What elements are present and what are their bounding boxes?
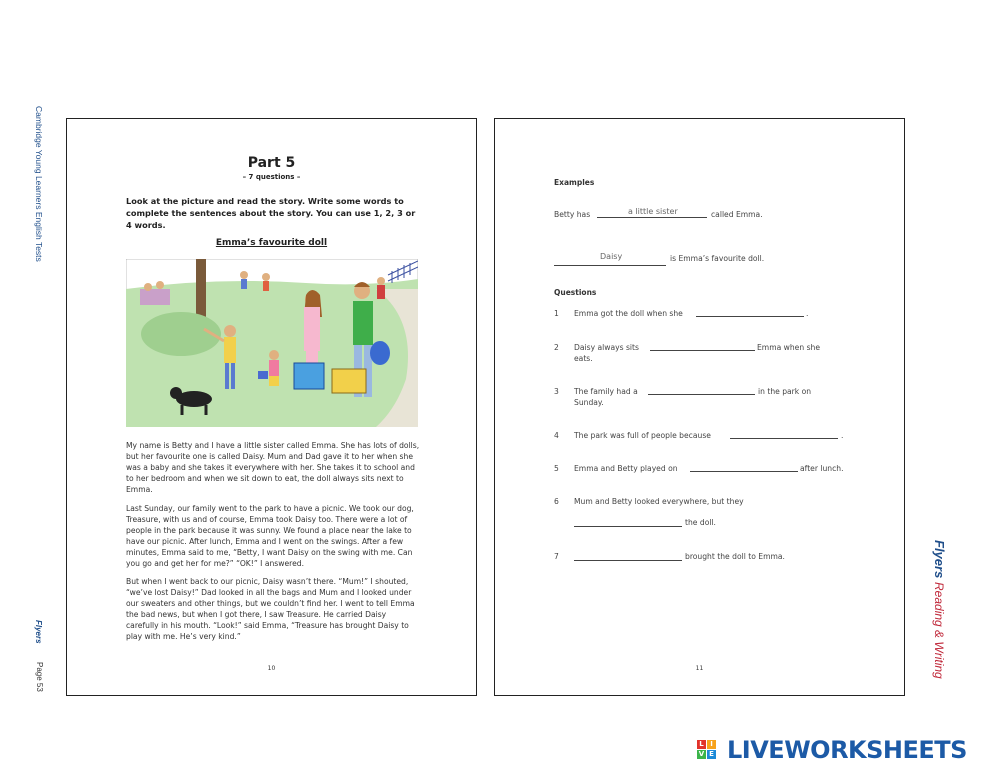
example-1-line [597,217,707,218]
example-2-after: is Emma’s favourite doll. [670,254,765,263]
page-label: Page 53 [35,662,44,692]
logo-text: LIVEWORKSHEETS [727,736,967,764]
story-paragraph-1: My name is Betty and I have a little sister called Emma. She has lots of dolls, but her favourite one is called Daisy. Mum and Dad gave it to her when she was a baby and she takes it everywhere with her. She takes it to school and to her bedroom and when we sit down to eat, the doll always sits next to Emma. [126,441,420,494]
examples-label: Examples [554,178,595,187]
question-7-end: brought the doll to Emma. [685,552,785,561]
subject-label: Reading & Writing [932,582,946,679]
picnic-basket [332,369,366,393]
question-7-number: 7 [554,552,559,561]
bush [141,312,221,356]
logo-tile-e: E [707,750,716,759]
logo-tile-i: I [707,740,716,749]
logo-tile-l: L [697,740,706,749]
question-3-answer[interactable] [648,394,755,395]
story-paragraph-3: But when I went back to our picnic, Daisy wasn’t there. “Mum!” I shouted, “we’ve lost Daisy!” Dad looked in all the bags and Mum and I looked under our sweaters and other things, but we couldn’t find her. I went to tell Emma the bad news, but when I got there, I saw Treasure. He carried Daisy carefully in his mouth. “Look!” said Emma, “Treasure has brought Daisy to play with me. He’s very kind.” [126,577,415,641]
instructions: Look at the picture and read the story. Write some words to complete the sentences about the story. You can use 1, 2, 3 or 4 words. [126,196,416,230]
question-2-mid: Emma when she [757,343,821,352]
question-4-number: 4 [554,431,559,440]
question-1-text: Emma got the doll when she [574,309,683,318]
park-illustration [126,259,418,427]
question-7-answer[interactable] [574,560,682,561]
example-1-after: called Emma. [711,210,763,219]
question-4-answer[interactable] [730,438,838,439]
dad-bag [370,341,390,365]
right-level-label: Flyers [932,540,947,579]
question-4-end: . [841,431,844,440]
question-5-number: 5 [554,464,559,473]
series-title: Cambridge Young Learners English Tests [34,106,44,262]
left-page-number: 10 [267,665,276,672]
right-page [494,118,905,696]
question-6-text: Mum and Betty looked everywhere, but they [574,497,744,506]
question-5-text: Emma and Betty played on [574,464,678,473]
question-2-answer[interactable] [650,350,755,351]
left-page [66,118,477,696]
right-page-number: 11 [695,665,704,672]
cool-box [294,363,324,389]
example-1-before: Betty has [554,210,591,219]
question-5-answer[interactable] [690,471,798,472]
part-subtitle: – 7 questions – [242,173,301,181]
question-4-text: The park was full of people because [574,431,711,440]
question-3-end: Sunday. [574,398,604,407]
question-3-number: 3 [554,387,559,396]
question-1-answer[interactable] [696,316,804,317]
story-title: Emma’s favourite doll [215,238,328,248]
example-1-answer: a little sister [628,207,678,216]
question-2-text: Daisy always sits [574,343,639,352]
part-title: Part 5 [247,155,296,171]
questions-label: Questions [554,288,597,297]
picnic-blanket [140,289,170,305]
logo-tile-v: V [698,750,705,758]
question-2-end: eats. [574,354,593,363]
question-5-end: after lunch. [800,464,844,473]
question-3-text: The family had a [574,387,638,396]
question-3-mid: in the park on [758,387,812,396]
question-2-number: 2 [554,343,559,352]
story-paragraph-2: Last Sunday, our family went to the park to have a picnic. We took our dog, Treasure, with us and of course, Emma took Daisy too. There were a lot of people in the park because it was sunny. We found a place near the lake to have our picnic. After lunch, Emma and I went on the swings. After a few minutes, Emma said to me, “Betty, I want Daisy on the swing with me. Can you go and get her for me?” “OK!” I answered. [126,504,414,568]
example-2-answer: Daisy [600,252,623,261]
question-1-end: . [806,309,809,318]
left-level-label: Flyers [34,620,43,644]
question-6-number: 6 [554,497,559,506]
question-6-answer[interactable] [574,526,682,527]
question-6-end: the doll. [685,518,716,527]
question-1-number: 1 [554,309,559,318]
example-2-line [554,265,666,266]
